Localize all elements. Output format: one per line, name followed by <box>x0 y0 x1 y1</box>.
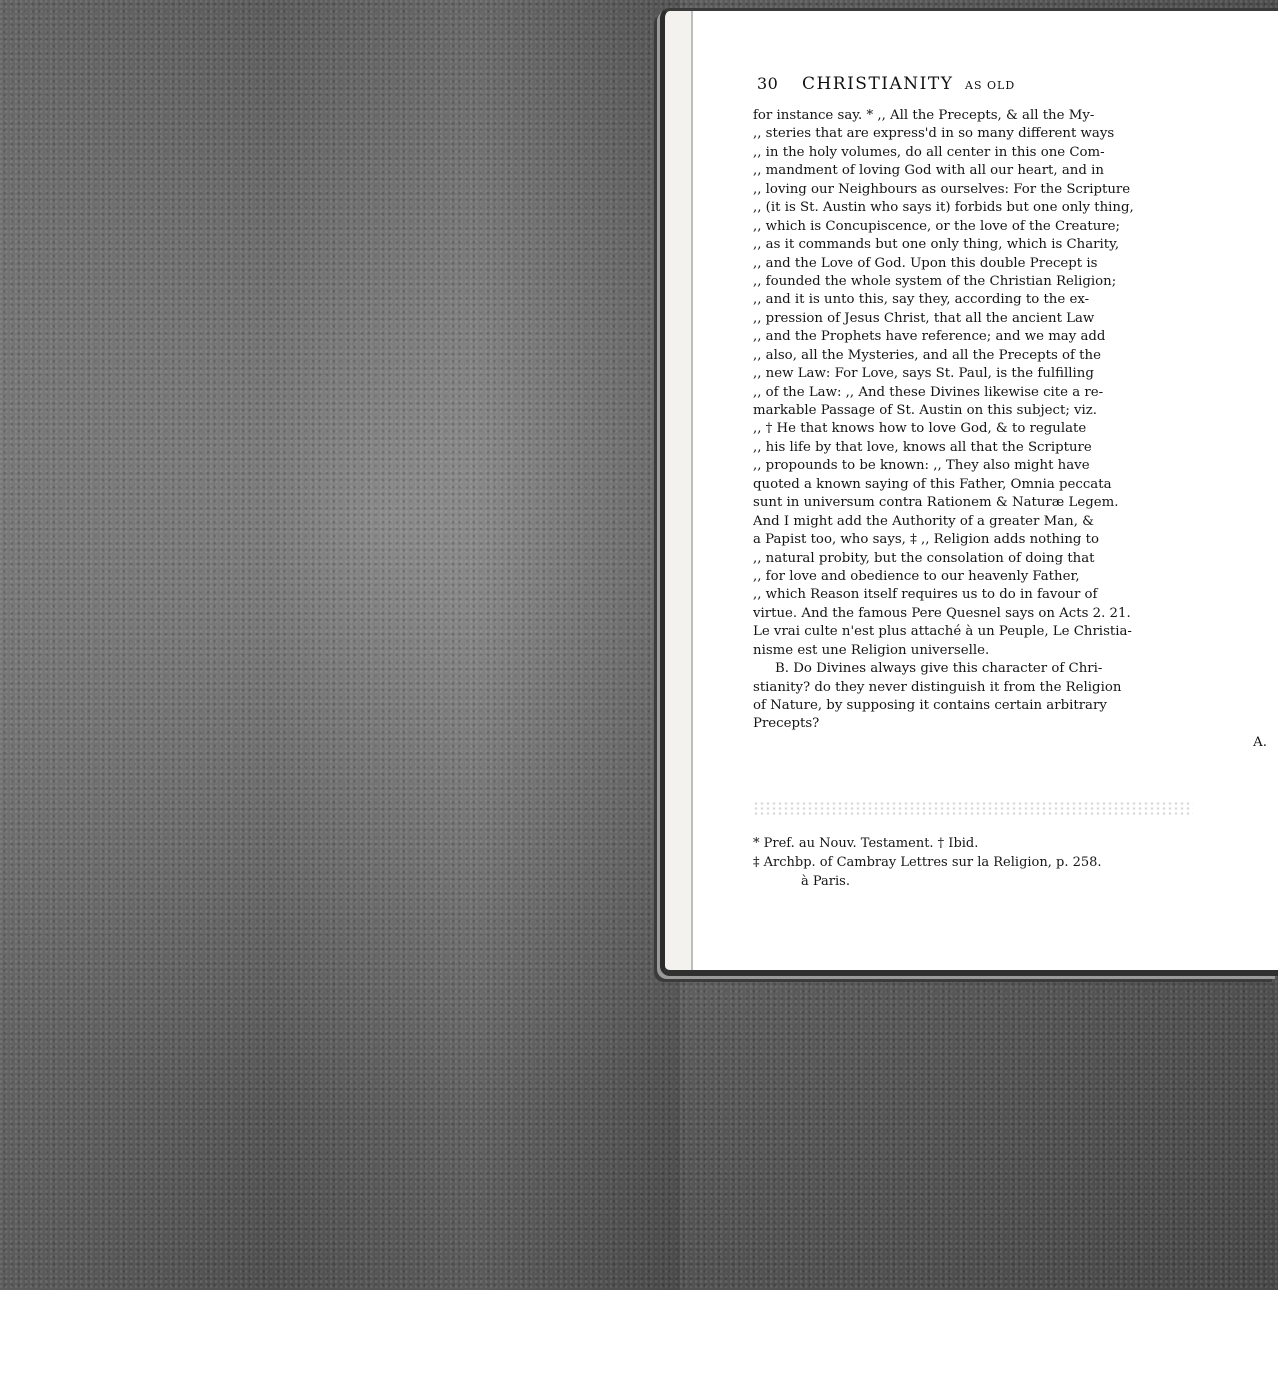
text-line: stianity? do they never distinguish it from the Religion <box>753 679 1122 695</box>
text-line: ,, pression of Jesus Christ, that all the ancient Law <box>753 310 1095 326</box>
footnote: à Paris. <box>801 874 850 889</box>
text-line: nisme est une Religion universelle. <box>753 642 990 658</box>
text-line: ,, new Law: For Love, says St. Paul, is the fulfilling <box>753 366 1094 382</box>
text-line: B. Do Divines always give this character of Chri- <box>775 661 1103 677</box>
toner-background <box>0 0 680 1290</box>
text-line: ,, founded the whole system of the Christian Religion; <box>753 273 1117 289</box>
text-line: ,, which is Concupiscence, or the love of the Creature; <box>753 218 1120 234</box>
text-line: ,, as it commands but one only thing, which is Charity, <box>753 237 1120 253</box>
text-line: markable Passage of St. Austin on this subject; viz. <box>753 403 1098 418</box>
text-line: ,, mandment of loving God with all our heart, and in <box>753 163 1104 179</box>
footnotes <box>753 834 1278 891</box>
text-line: ,, and the Prophets have reference; and we may add <box>753 329 1106 345</box>
footnote: * Pref. au Nouv. Testament. † Ibid. <box>753 836 979 851</box>
text-line: Precepts? <box>753 716 820 732</box>
catchword: A. <box>1253 734 1267 750</box>
text-line: ,, steries that are express'd in so many different ways <box>753 126 1115 142</box>
text-line: ,, also, all the Mysteries, and all the Precepts of the <box>753 347 1101 363</box>
text-line: ,, and it is unto this, say they, according to the ex- <box>753 292 1090 308</box>
toner-smudge <box>753 801 1193 815</box>
text-line: of Nature, by supposing it contains certain arbitrary <box>753 698 1107 713</box>
text-line: for instance say. * ,, All the Precepts, & all the My- <box>753 108 1095 123</box>
text-line: ,, and the Love of God. Upon this double Precept is <box>753 255 1098 271</box>
text-line: ,, propounds to be known: ,, They also might have <box>753 458 1090 474</box>
running-head <box>757 74 1015 94</box>
book-page <box>660 8 1278 976</box>
text-line: ,, † He that knows how to love God, & to regulate <box>753 421 1087 437</box>
text-line: sunt in universum contra Rationem & Naturæ Legem. <box>753 495 1119 511</box>
page-number: 30 <box>757 74 779 93</box>
text-line: a Papist too, who says, ‡ ,, Religion adds nothing to <box>753 532 1099 548</box>
text-line: ,, for love and obedience to our heavenly Father, <box>753 568 1080 584</box>
text-line: ,, (it is St. Austin who says it) forbids but one only thing, <box>753 200 1134 216</box>
running-head-suffix: AS OLD <box>965 79 1016 92</box>
footnote: ‡ Archbp. of Cambray Lettres sur la Religion, p. 258. <box>753 855 1102 870</box>
text-line: ,, loving our Neighbours as ourselves: For the Scripture <box>753 181 1131 197</box>
text-line: virtue. And the famous Pere Quesnel says on Acts 2. 21. <box>753 605 1131 621</box>
text-line: Le vrai culte n'est plus attaché à un Peuple, Le Christia- <box>753 624 1132 640</box>
text-line: And I might add the Authority of a greater Man, & <box>753 513 1095 529</box>
text-line: ,, his life by that love, knows all that the Scripture <box>753 439 1092 455</box>
text-line: ,, in the holy volumes, do all center in this one Com- <box>753 144 1105 160</box>
text-line: ,, which Reason itself requires us to do in favour of <box>753 587 1098 603</box>
body-text <box>753 107 1278 752</box>
text-line: ,, of the Law: ,, And these Divines likewise cite a re- <box>753 384 1104 400</box>
text-line: ,, natural probity, but the consolation of doing that <box>753 550 1095 566</box>
running-head-title: CHRISTIANITY <box>801 74 954 94</box>
text-line: quoted a known saying of this Father, Omnia peccata <box>753 476 1112 492</box>
